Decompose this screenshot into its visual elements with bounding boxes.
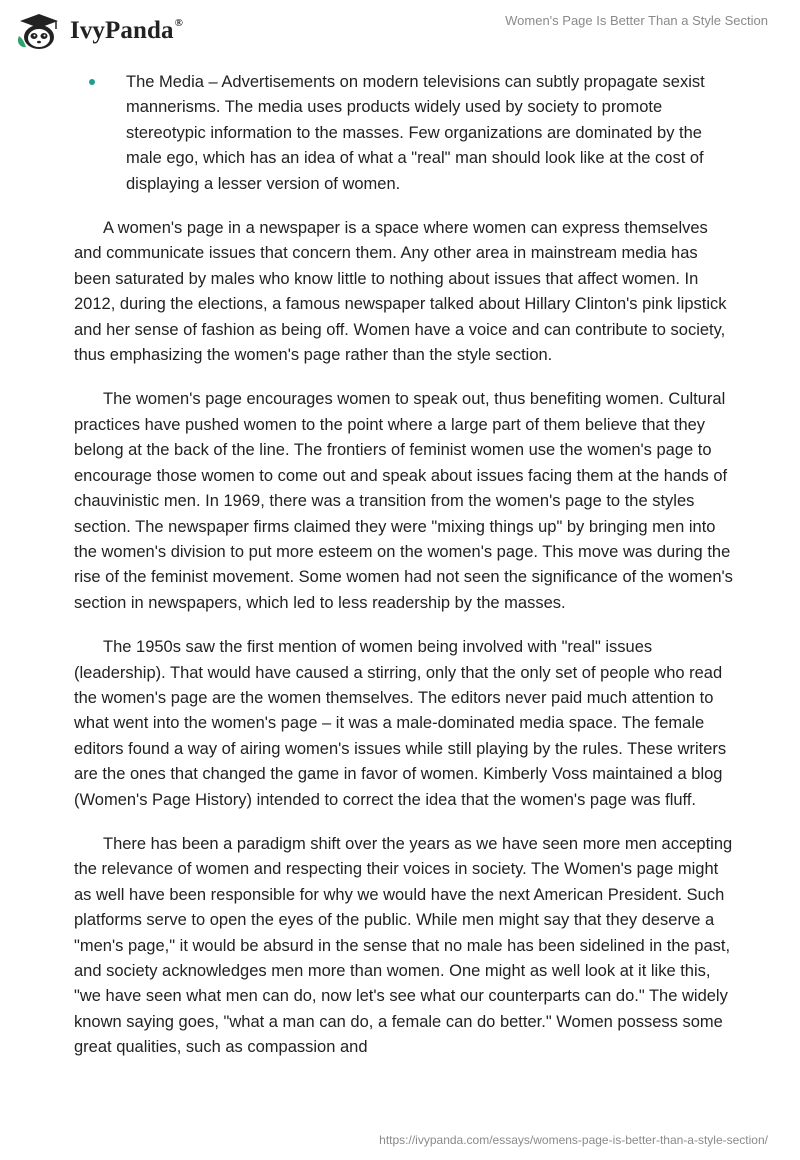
paragraph: The women's page encourages women to speak out, thus benefiting women. Cultural practices have pushed women to the point where a large part of them believe that they belong at the back of the line. The frontiers of feminist women use the women's page to encourage those women to come out and speak about issues facing them at the hands of chauvinistic men. In 1969, there was a transition from the women's page to the styles section. The newspaper firms claimed they were "mixing things up" by bringing men into the women's division to put more esteem on the women's page. This move was during the rise of the feminist movement. Some women had not seen the significance of the women's section in newspapers, which led to less readership by the masses. [74,390,733,612]
logo[interactable] [14,12,183,50]
brand-name: IvyPanda® [70,16,183,44]
essay-body [74,70,734,1061]
bullet-icon [89,79,95,85]
document-title: Women's Page Is Better Than a Style Section [505,13,768,28]
panda-logo-icon [14,12,64,50]
bullet-text: The Media – Advertisements on modern televisions can subtly propagate sexist mannerisms. The media uses products widely used by society to promote stereotypic information to the masses. Few organizations are dominated by the male ego, which has an idea of what a "real" man should look like at the cost of displaying a lesser version of women. [126,73,705,193]
page-header [0,0,800,60]
bullet-item [74,70,734,197]
paragraph: The 1950s saw the first mention of women being involved with "real" issues (leadership). That would have caused a stirring, only that the only set of people who read the women's page are the women themselves. The editors never paid much attention to what went into the women's page – it was a male-dominated media space. The female editors found a way of airing women's issues while still playing by the rules. These writers are the ones that changed the game in favor of women. Kimberly Voss maintained a blog (Women's Page History) intended to correct the idea that the women's page was fluff. [74,638,727,809]
paragraph: A women's page in a newspaper is a space where women can express themselves and communicate issues that concern them. Any other area in mainstream media has been saturated by males who know little to nothing about issues that affect women. In 2012, during the elections, a famous newspaper talked about Hillary Clinton's pink lipstick and her sense of fashion as being off. Women have a voice and can contribute to society, thus emphasizing the women's page rather than the style section. [74,219,727,365]
source-url[interactable]: https://ivypanda.com/essays/womens-page-is-better-than-a-style-section/ [379,1133,768,1147]
paragraph: There has been a paradigm shift over the years as we have seen more men accepting the relevance of women and respecting their voices in society. The Women's page might as well have been responsible for why we would have the next American President. Such platforms serve to open the eyes of the public. While men might say that they deserve a "men's page," it would be absurd in the sense that no male has been sidelined in the past, and society acknowledges men more than women. One might as well look at it like this, "we have seen what men can do, now let's see what our counterparts can do." The widely known saying goes, "what a man can do, a female can do better." Women possess some great qualities, such as compassion and [74,834,733,1057]
